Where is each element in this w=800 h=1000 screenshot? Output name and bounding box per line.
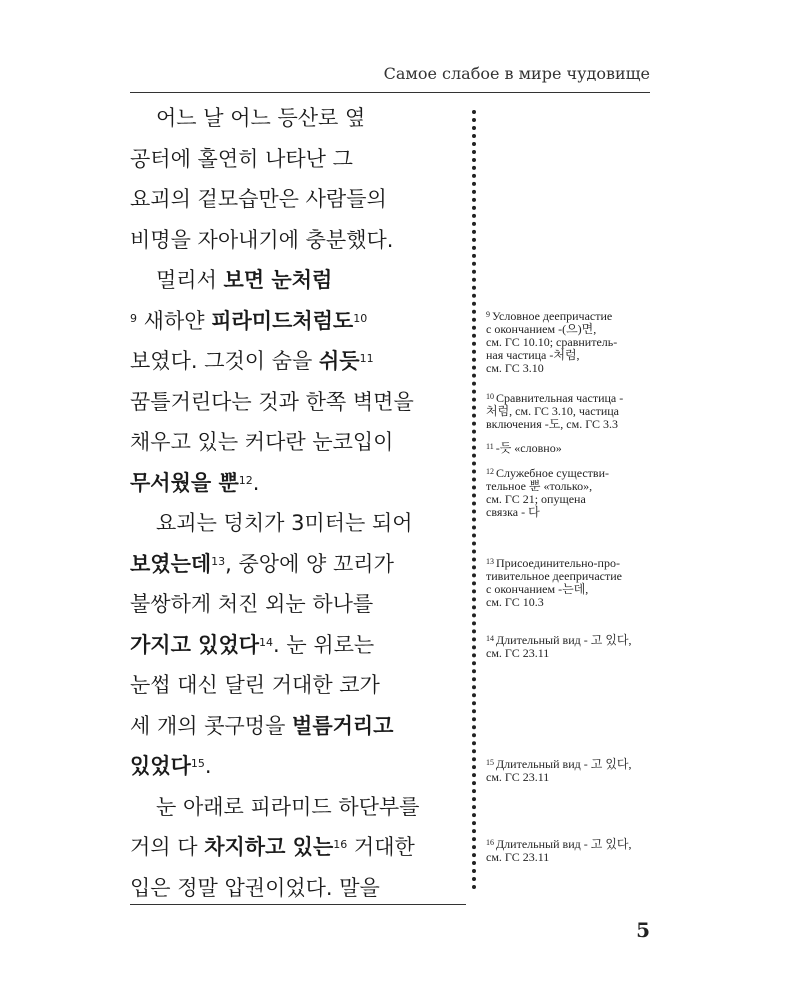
text-line (130, 382, 466, 423)
running-header: Самое слабое в мире чудовище (383, 64, 650, 83)
text-line (130, 665, 466, 706)
text-line (130, 625, 466, 666)
text-line (130, 260, 466, 301)
bottom-rule (130, 904, 466, 905)
footnote-text: -듯 «словно» (495, 441, 562, 455)
footnote-text: см. ГС 21; опущена (486, 492, 586, 506)
footnote-number: 14 (486, 634, 494, 643)
header-rule (130, 92, 650, 93)
footnote-marker: 12 (238, 473, 253, 487)
text-run: . (252, 470, 260, 495)
footnote-text: связка - 다 (486, 505, 540, 519)
text-run: 요괴의 겉모습만은 사람들의 (130, 187, 387, 211)
footnote-text: см. ГС 23.11 (486, 646, 550, 660)
dotted-divider (472, 110, 476, 890)
footnote-line (486, 506, 656, 519)
footnote-number: 11 (486, 442, 494, 451)
footnote-text: с окончанием -는데, (486, 582, 589, 596)
text-line (130, 787, 466, 828)
bold-phrase: 쉬듯 (319, 349, 360, 373)
footnote-line (486, 851, 656, 864)
page-number: 5 (636, 918, 650, 942)
footnote-line (486, 390, 656, 405)
footnote-number: 9 (486, 310, 490, 319)
text-line (130, 706, 466, 747)
text-line (130, 746, 466, 787)
footnote-text: см. ГС 23.11 (486, 850, 550, 864)
text-run: 요괴는 덩치가 3미터는 되어 (156, 511, 413, 535)
footnote-line (486, 465, 656, 480)
footnote-text: с окончанием -(으)면, (486, 322, 597, 336)
footnote (486, 465, 656, 519)
text-run: 꿈틀거린다는 것과 한쪽 벽면을 (130, 389, 414, 414)
footnote-marker: 9 (130, 311, 137, 325)
text-run: 멀리서 (156, 268, 224, 292)
text-run: 공터에 홀연히 나타난 그 (130, 146, 353, 171)
bold-phrase: 무서웠을 뿐 (130, 470, 239, 495)
text-line (130, 584, 466, 625)
bold-phrase: 보였는데 (130, 551, 212, 576)
text-run: 입은 정말 압권이었다. 말을 (130, 875, 380, 900)
text-run: 채우고 있는 커다란 눈코입이 (130, 430, 394, 454)
footnote (486, 555, 656, 609)
footnote-marker: 11 (359, 352, 374, 365)
text-run: 거대한 (347, 835, 415, 859)
footnote-line (486, 308, 656, 323)
footnote-number: 10 (486, 392, 494, 401)
footnote-text: Длительный вид - 고 있다, (496, 757, 632, 771)
text-run: . (204, 754, 212, 778)
footnote-text: см. ГС 10.10; сравнитель- (486, 335, 618, 349)
text-line (130, 503, 466, 544)
text-run: 세 개의 콧구멍을 (130, 713, 293, 738)
text-run: 눈 아래로 피라미드 하단부를 (156, 794, 420, 819)
footnote-line (486, 418, 656, 431)
text-line (130, 422, 466, 463)
footnote (486, 308, 656, 375)
footnote-marker: 16 (333, 838, 348, 851)
footnote (486, 390, 656, 431)
footnote-text: см. ГС 23.11 (486, 770, 550, 784)
text-line (130, 139, 466, 180)
footnote-line (486, 836, 656, 851)
footnote-text: 처럼, см. ГС 3.10, частица (486, 404, 619, 418)
text-run: 눈썹 대신 달린 거대한 코가 (130, 673, 380, 697)
footnote-number: 12 (486, 467, 494, 476)
text-run: 비명을 자아내기에 충분했다. (130, 227, 394, 252)
footnote-text: см. ГС 10.3 (486, 595, 544, 609)
text-run: 거의 다 (130, 835, 205, 859)
text-line (130, 220, 466, 261)
main-text-column (130, 98, 466, 908)
footnote-number: 13 (486, 557, 494, 566)
footnote-text: Длительный вид - 고 있다, (496, 633, 632, 647)
footnote-text: Сравнительная частица - (496, 391, 624, 405)
bold-phrase: 있었다 (130, 754, 191, 778)
bold-phrase: 벌름거리고 (292, 713, 394, 738)
footnote-line (486, 756, 656, 771)
footnote-text: Служебное существи- (496, 466, 609, 480)
bold-phrase: 가지고 있었다 (130, 632, 260, 657)
footnote-text: включения -도, см. ГС 3.3 (486, 417, 619, 431)
text-run: 어느 날 어느 등산로 옆 (156, 106, 366, 130)
bold-phrase: 피라미드처럼도 (211, 308, 354, 333)
footnote-line (486, 555, 656, 570)
footnote-text: см. ГС 3.10 (486, 361, 544, 375)
text-line (130, 827, 466, 868)
footnote-marker: 14 (259, 635, 274, 649)
footnote-text: Длительный вид - 고 있다, (496, 837, 632, 851)
footnote-text: тельное 뿐 «только», (486, 479, 593, 493)
text-line (130, 179, 466, 220)
footnote-line (486, 362, 656, 375)
footnote-line (486, 632, 656, 647)
footnote-text: тивительное деепричастие (486, 569, 622, 583)
footnote-text: Присоединительно-про- (496, 556, 620, 570)
footnote (486, 440, 656, 455)
footnote-number: 15 (486, 758, 494, 767)
footnote-line (486, 440, 656, 455)
text-run: , 중앙에 양 꼬리가 (225, 551, 394, 576)
text-run: 새하얀 (137, 308, 212, 333)
bold-phrase: 차지하고 있는 (204, 835, 334, 859)
footnote-number: 16 (486, 838, 494, 847)
text-run: . 눈 위로는 (273, 632, 375, 657)
footnote-line (486, 771, 656, 784)
text-line (130, 463, 466, 504)
footnote-line (486, 596, 656, 609)
footnote-text: Условное деепричастие (492, 309, 613, 323)
text-line (130, 544, 466, 585)
text-line (130, 98, 466, 139)
text-run: 보였다. 그것이 숨을 (130, 349, 319, 373)
footnote-marker: 15 (190, 757, 205, 770)
text-line (130, 868, 466, 909)
text-line (130, 301, 466, 342)
footnote (486, 756, 656, 784)
footnote-text: ная частица -처럼, (486, 348, 580, 362)
footnote-line (486, 647, 656, 660)
text-line (130, 341, 466, 382)
footnote-marker: 13 (211, 554, 226, 568)
footnote (486, 836, 656, 864)
text-run: 불쌍하게 처진 외눈 하나를 (130, 592, 374, 616)
footnote-marker: 10 (353, 311, 368, 325)
footnote (486, 632, 656, 660)
bold-phrase: 보면 눈처럼 (223, 268, 333, 292)
